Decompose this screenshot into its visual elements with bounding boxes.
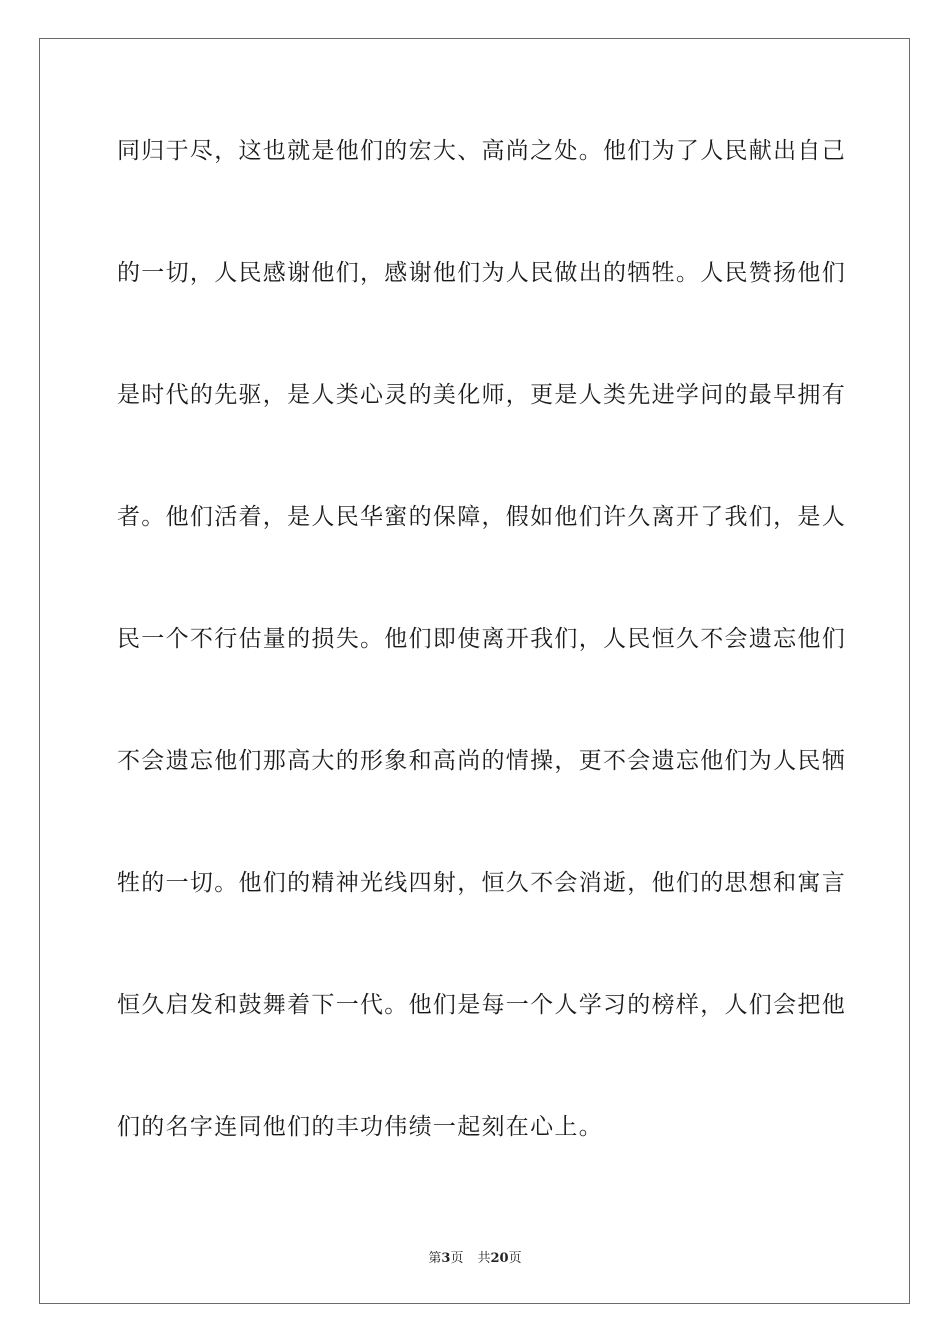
text-line: 恒久启发和鼓舞着下一代。他们是每一个人学习的榜样，人们会把他 [117, 992, 846, 1018]
text-line: 者。他们活着，是人民华蜜的保障，假如他们许久离开了我们，是人 [117, 504, 846, 530]
page-suffix: 页 [450, 1251, 464, 1266]
total-suffix: 页 [508, 1251, 522, 1266]
text-line: 的一切，人民感谢他们，感谢他们为人民做出的牺牲。人民赞扬他们 [117, 260, 846, 286]
total-page-count: 20 [490, 1251, 509, 1266]
text-line: 牲的一切。他们的精神光线四射，恒久不会消逝，他们的思想和寓言 [117, 870, 846, 896]
text-line: 是时代的先驱，是人类心灵的美化师，更是人类先进学问的最早拥有 [117, 382, 846, 408]
page-prefix: 第 [428, 1251, 442, 1266]
text-line: 不会遗忘他们那高大的形象和高尚的情操，更不会遗忘他们为人民牺 [117, 748, 846, 774]
total-prefix: 共 [477, 1251, 491, 1266]
body-text [117, 125, 846, 1223]
text-line: 们的名字连同他们的丰功伟绩一起刻在心上。 [117, 1114, 603, 1140]
current-page-number: 3 [441, 1251, 451, 1266]
page-footer [0, 1247, 950, 1266]
text-line: 同归于尽，这也就是他们的宏大、高尚之处。他们为了人民献出自己 [117, 138, 846, 164]
text-line: 民一个不行估量的损失。他们即使离开我们，人民恒久不会遗忘他们 [117, 626, 846, 652]
